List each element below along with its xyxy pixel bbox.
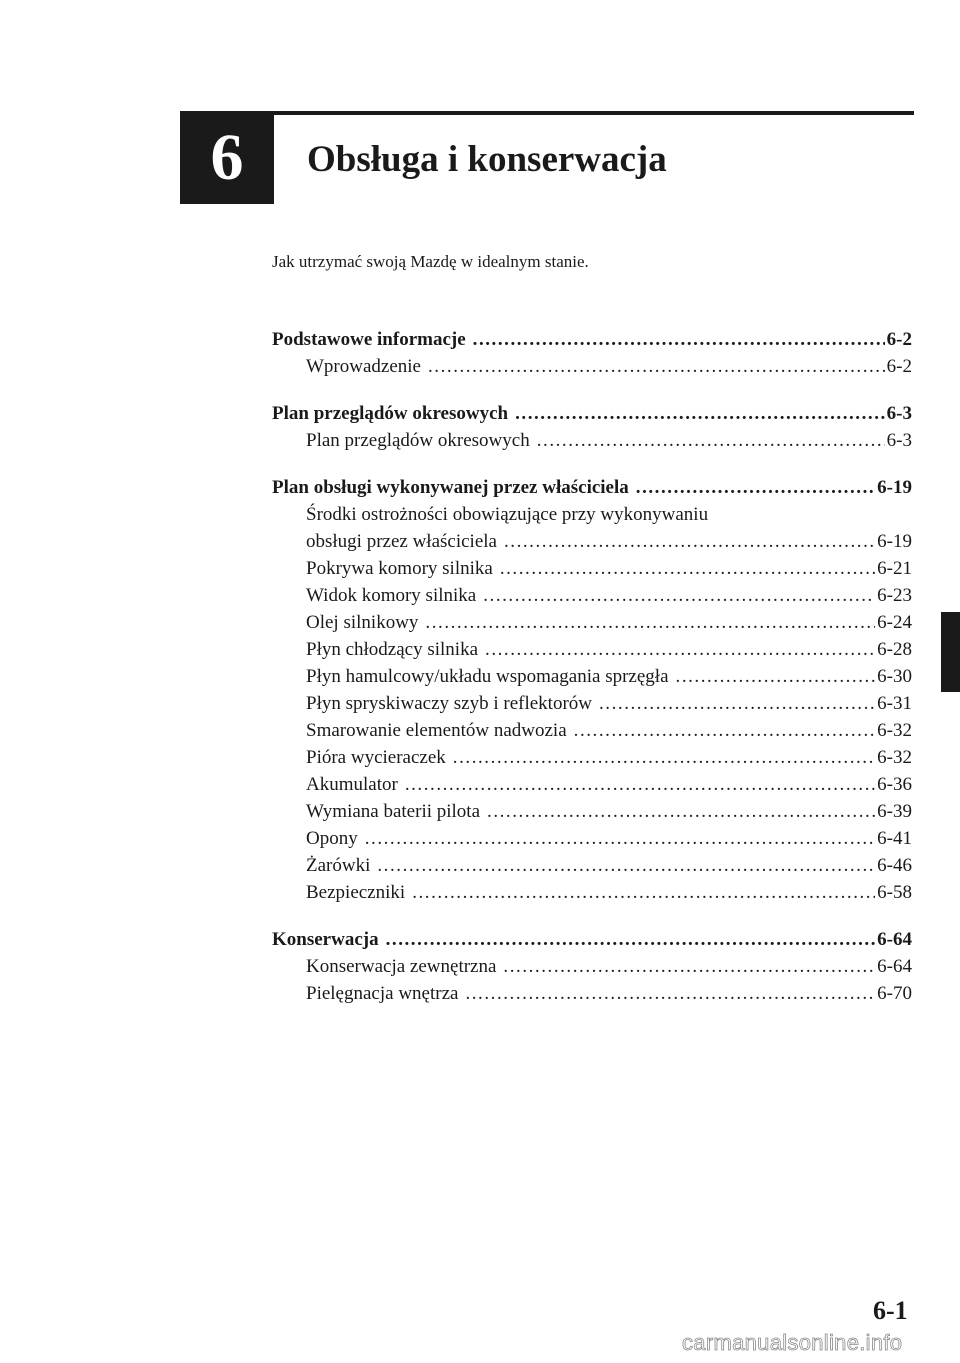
table-of-contents [272,326,912,1027]
toc-section-care [272,926,912,1007]
toc-entry-title: Widok komory silnika [306,585,477,606]
toc-entry-page: 6-32 [877,720,912,741]
leader-dots [500,555,875,582]
toc-entry-page: 6-36 [877,774,912,795]
toc-heading-title: Konserwacja [272,929,379,950]
toc-entry-page: 6-70 [877,983,912,1004]
leader-dots [453,744,875,771]
toc-entry[interactable] [272,663,912,690]
toc-entry-title: Olej silnikowy [306,612,419,633]
toc-entry-page: 6-2 [886,356,912,377]
toc-entry-title: Wymiana baterii pilota [306,801,481,822]
leader-dots [599,690,875,717]
toc-entry-page: 6-41 [877,828,912,849]
toc-entry-title: Płyn spryskiwaczy szyb i reflektorów [306,693,592,714]
leader-dots [503,953,875,980]
leader-dots [487,798,875,825]
leader-dots [636,474,875,501]
toc-entry[interactable] [272,980,912,1007]
chapter-number-box [180,111,274,204]
toc-entry[interactable] [272,427,912,454]
toc-entry[interactable] [272,690,912,717]
toc-entry-page: 6-3 [886,430,912,451]
toc-entry[interactable] [272,528,912,555]
toc-entry-title-line1: Środki ostrożności obowiązujące przy wykonywaniu [306,504,709,525]
leader-dots [515,400,885,427]
toc-entry-title: Plan przeglądów okresowych [306,430,530,451]
header-rule [274,111,914,115]
leader-dots [483,582,875,609]
toc-heading-title: Plan przeglądów okresowych [272,403,509,424]
toc-entry[interactable] [272,825,912,852]
toc-heading[interactable] [272,926,912,953]
toc-entry-page: 6-30 [877,666,912,687]
toc-heading-page: 6-64 [877,929,912,950]
leader-dots [365,825,875,852]
toc-entry-page: 6-32 [877,747,912,768]
toc-entry-title: Konserwacja zewnętrzna [306,956,497,977]
leader-dots [465,980,875,1007]
toc-entry-title: Smarowanie elementów nadwozia [306,720,567,741]
toc-entry-page: 6-39 [877,801,912,822]
toc-entry[interactable] [272,609,912,636]
toc-entry-title: Akumulator [306,774,398,795]
toc-entry[interactable] [272,744,912,771]
watermark: carmanualsonline.info [682,1330,903,1355]
leader-dots [412,879,875,906]
toc-entry-page: 6-21 [877,558,912,579]
toc-entry-title: Bezpieczniki [306,882,406,903]
toc-entry-title: Wprowadzenie [306,356,421,377]
toc-entry-page: 6-19 [877,531,912,552]
leader-dots [504,528,875,555]
leader-dots [537,427,885,454]
toc-entry-title: Pielęgnacja wnętrza [306,983,459,1004]
toc-entry[interactable] [272,771,912,798]
leader-dots [428,353,885,380]
toc-entry-title: Płyn chłodzący silnika [306,639,479,660]
toc-entry[interactable] [272,582,912,609]
toc-entry-title: Żarówki [306,855,371,876]
toc-heading-title: Plan obsługi wykonywanej przez właściciela [272,477,629,498]
toc-entry[interactable] [272,353,912,380]
toc-entry-title: Płyn hamulcowy/układu wspomagania sprzęgła [306,666,669,687]
toc-entry-page: 6-46 [877,855,912,876]
toc-entry[interactable] [272,636,912,663]
toc-entry[interactable] [272,555,912,582]
toc-entry-page: 6-28 [877,639,912,660]
toc-heading[interactable] [272,474,912,501]
toc-entry-page: 6-64 [877,956,912,977]
leader-dots [473,326,885,353]
chapter-title: Obsługa i konserwacja [307,139,667,180]
toc-heading-page: 6-2 [886,329,912,350]
toc-entry-title: Pokrywa komory silnika [306,558,493,579]
toc-heading[interactable] [272,400,912,427]
toc-entry-title: Pióra wycieraczek [306,747,446,768]
toc-heading-page: 6-19 [877,477,912,498]
page-number: 6-1 [873,1296,908,1325]
leader-dots [405,771,875,798]
toc-entry-wrapped-line[interactable] [272,501,912,528]
toc-section-basics [272,326,912,380]
chapter-thumb-tab [941,612,960,692]
toc-entry-title: obsługi przez właściciela [306,531,497,552]
toc-heading-title: Podstawowe informacje [272,329,466,350]
toc-entry-page: 6-24 [877,612,912,633]
toc-entry-page: 6-23 [877,585,912,606]
toc-entry[interactable] [272,852,912,879]
leader-dots [377,852,875,879]
toc-section-owner-maintenance [272,474,912,906]
toc-entry-page: 6-31 [877,693,912,714]
toc-entry-page: 6-58 [877,882,912,903]
leader-dots [574,717,876,744]
toc-section-inspections [272,400,912,454]
toc-entry-title: Opony [306,828,358,849]
toc-heading[interactable] [272,326,912,353]
chapter-number: 6 [210,120,244,194]
chapter-intro: Jak utrzymać swoją Mazdę w idealnym stanie. [272,252,589,271]
toc-entry[interactable] [272,717,912,744]
toc-entry[interactable] [272,798,912,825]
toc-heading-page: 6-3 [886,403,912,424]
toc-entry[interactable] [272,879,912,906]
leader-dots [676,663,876,690]
leader-dots [425,609,875,636]
leader-dots [485,636,875,663]
leader-dots [386,926,876,953]
toc-entry[interactable] [272,953,912,980]
